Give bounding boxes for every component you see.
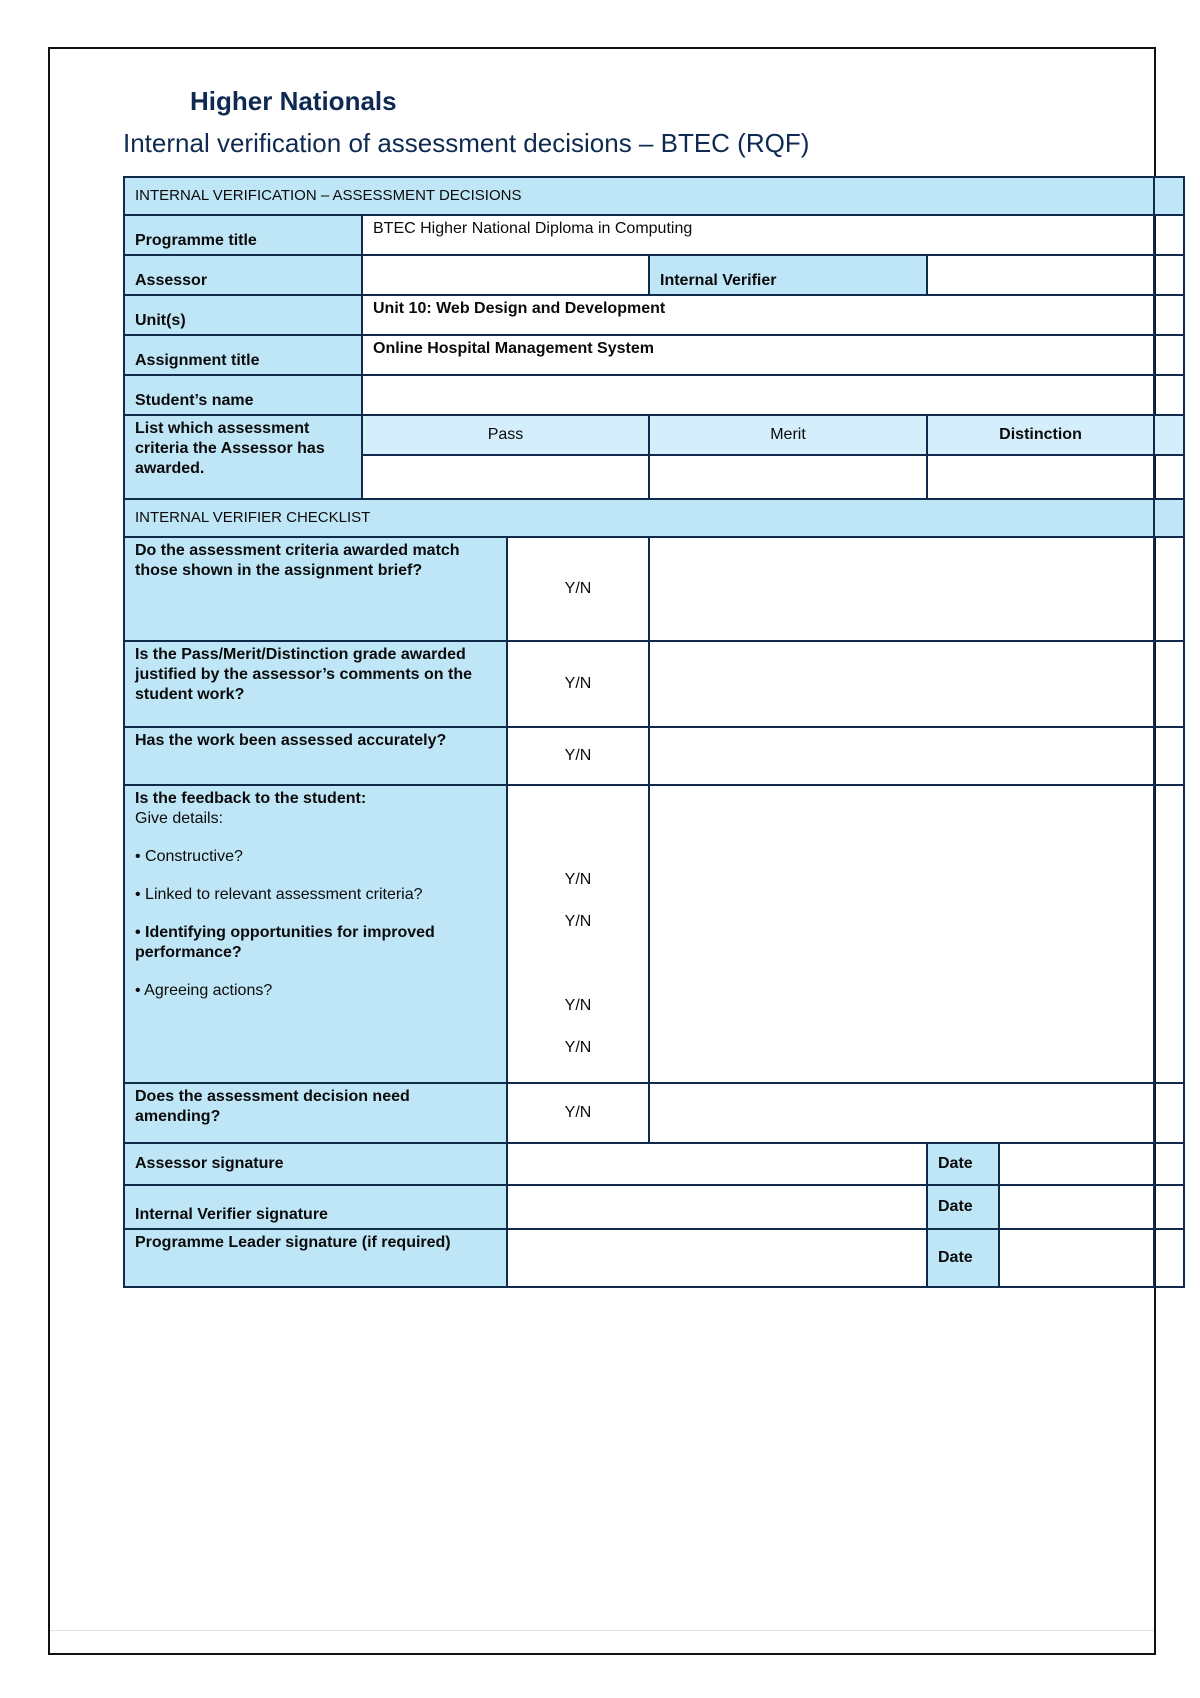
feedback-item-opportunities: • Identifying opportunities for improved performance? xyxy=(135,924,435,961)
iv-signature-label: Internal Verifier signature xyxy=(124,1185,507,1229)
grade-justified-yn[interactable]: Y/N xyxy=(507,641,649,727)
section-header-iv-checklist: INTERNAL VERIFIER CHECKLIST xyxy=(124,499,1154,537)
unit-label: Unit(s) xyxy=(124,295,362,335)
assessor-signature-label: Assessor signature xyxy=(124,1143,507,1185)
assignment-title-label: Assignment title xyxy=(124,335,362,375)
distinction-criteria-field[interactable] xyxy=(927,455,1154,499)
feedback-linked-yn[interactable]: Y/N xyxy=(564,913,592,930)
assessor-field[interactable] xyxy=(362,255,649,295)
document-subtitle: Internal verification of assessment decisions – BTEC (RQF) xyxy=(123,128,810,158)
pl-signature-field[interactable] xyxy=(507,1229,927,1287)
internal-verifier-label: Internal Verifier xyxy=(649,255,927,295)
decision-amend-comments[interactable] xyxy=(649,1083,1154,1143)
programme-title-label: Programme title xyxy=(124,215,362,255)
student-name-field[interactable] xyxy=(362,375,1154,415)
feedback-opportunities-yn[interactable]: Y/N xyxy=(564,997,592,1014)
footer-rule xyxy=(50,1630,1154,1631)
assessor-label: Assessor xyxy=(124,255,362,295)
pl-date-label: Date xyxy=(927,1229,999,1287)
programme-title-value[interactable]: BTEC Higher National Diploma in Computing xyxy=(362,215,1154,255)
feedback-constructive-yn[interactable]: Y/N xyxy=(564,871,592,888)
criteria-match-comments[interactable] xyxy=(649,537,1154,641)
assessor-date-field[interactable] xyxy=(999,1143,1154,1185)
question-feedback xyxy=(124,785,507,1083)
iv-date-field[interactable] xyxy=(999,1185,1154,1229)
assessor-signature-field[interactable] xyxy=(507,1143,927,1185)
feedback-question-text: Is the feedback to the student: xyxy=(135,790,367,807)
feedback-yn-column xyxy=(507,785,649,1083)
feedback-item-linked: • Linked to relevant assessment criteria? xyxy=(135,886,423,903)
pass-header: Pass xyxy=(362,415,649,455)
distinction-header: Distinction xyxy=(927,415,1154,455)
question-decision-amend: Does the assessment decision need amending? xyxy=(124,1083,507,1143)
grade-justified-comments[interactable] xyxy=(649,641,1154,727)
iv-date-label: Date xyxy=(927,1185,999,1229)
document-title: Higher Nationals xyxy=(190,86,397,116)
decision-amend-yn[interactable]: Y/N xyxy=(507,1083,649,1143)
pl-date-field[interactable] xyxy=(999,1229,1154,1287)
question-assessed-accurately: Has the work been assessed accurately? xyxy=(124,727,507,785)
feedback-item-actions: • Agreeing actions? xyxy=(135,982,273,999)
unit-value[interactable]: Unit 10: Web Design and Development xyxy=(362,295,1154,335)
assessed-accurately-yn[interactable]: Y/N xyxy=(507,727,649,785)
assignment-title-value[interactable]: Online Hospital Management System xyxy=(362,335,1154,375)
feedback-criteria-list xyxy=(135,847,496,1001)
question-criteria-match: Do the assessment criteria awarded match those shown in the assignment brief? xyxy=(124,537,507,641)
criteria-awarded-label: List which assessment criteria the Assessor has awarded. xyxy=(124,415,362,499)
merit-criteria-field[interactable] xyxy=(649,455,927,499)
assessor-date-label: Date xyxy=(927,1143,999,1185)
feedback-comments[interactable] xyxy=(649,785,1154,1083)
question-grade-justified: Is the Pass/Merit/Distinction grade awarded justified by the assessor’s comments on the student work? xyxy=(124,641,507,727)
merit-header: Merit xyxy=(649,415,927,455)
feedback-item-constructive: • Constructive? xyxy=(135,848,243,865)
pl-signature-label: Programme Leader signature (if required) xyxy=(124,1229,507,1287)
student-name-label: Student’s name xyxy=(124,375,362,415)
feedback-give-details: Give details: xyxy=(135,810,224,827)
verification-form xyxy=(123,176,1185,1288)
pass-criteria-field[interactable] xyxy=(362,455,649,499)
iv-signature-field[interactable] xyxy=(507,1185,927,1229)
criteria-match-yn[interactable]: Y/N xyxy=(507,537,649,641)
feedback-actions-yn[interactable]: Y/N xyxy=(564,1039,592,1056)
assessed-accurately-comments[interactable] xyxy=(649,727,1154,785)
internal-verifier-field[interactable] xyxy=(927,255,1154,295)
section-header-assessment-decisions: INTERNAL VERIFICATION – ASSESSMENT DECISIONS xyxy=(124,177,1154,215)
